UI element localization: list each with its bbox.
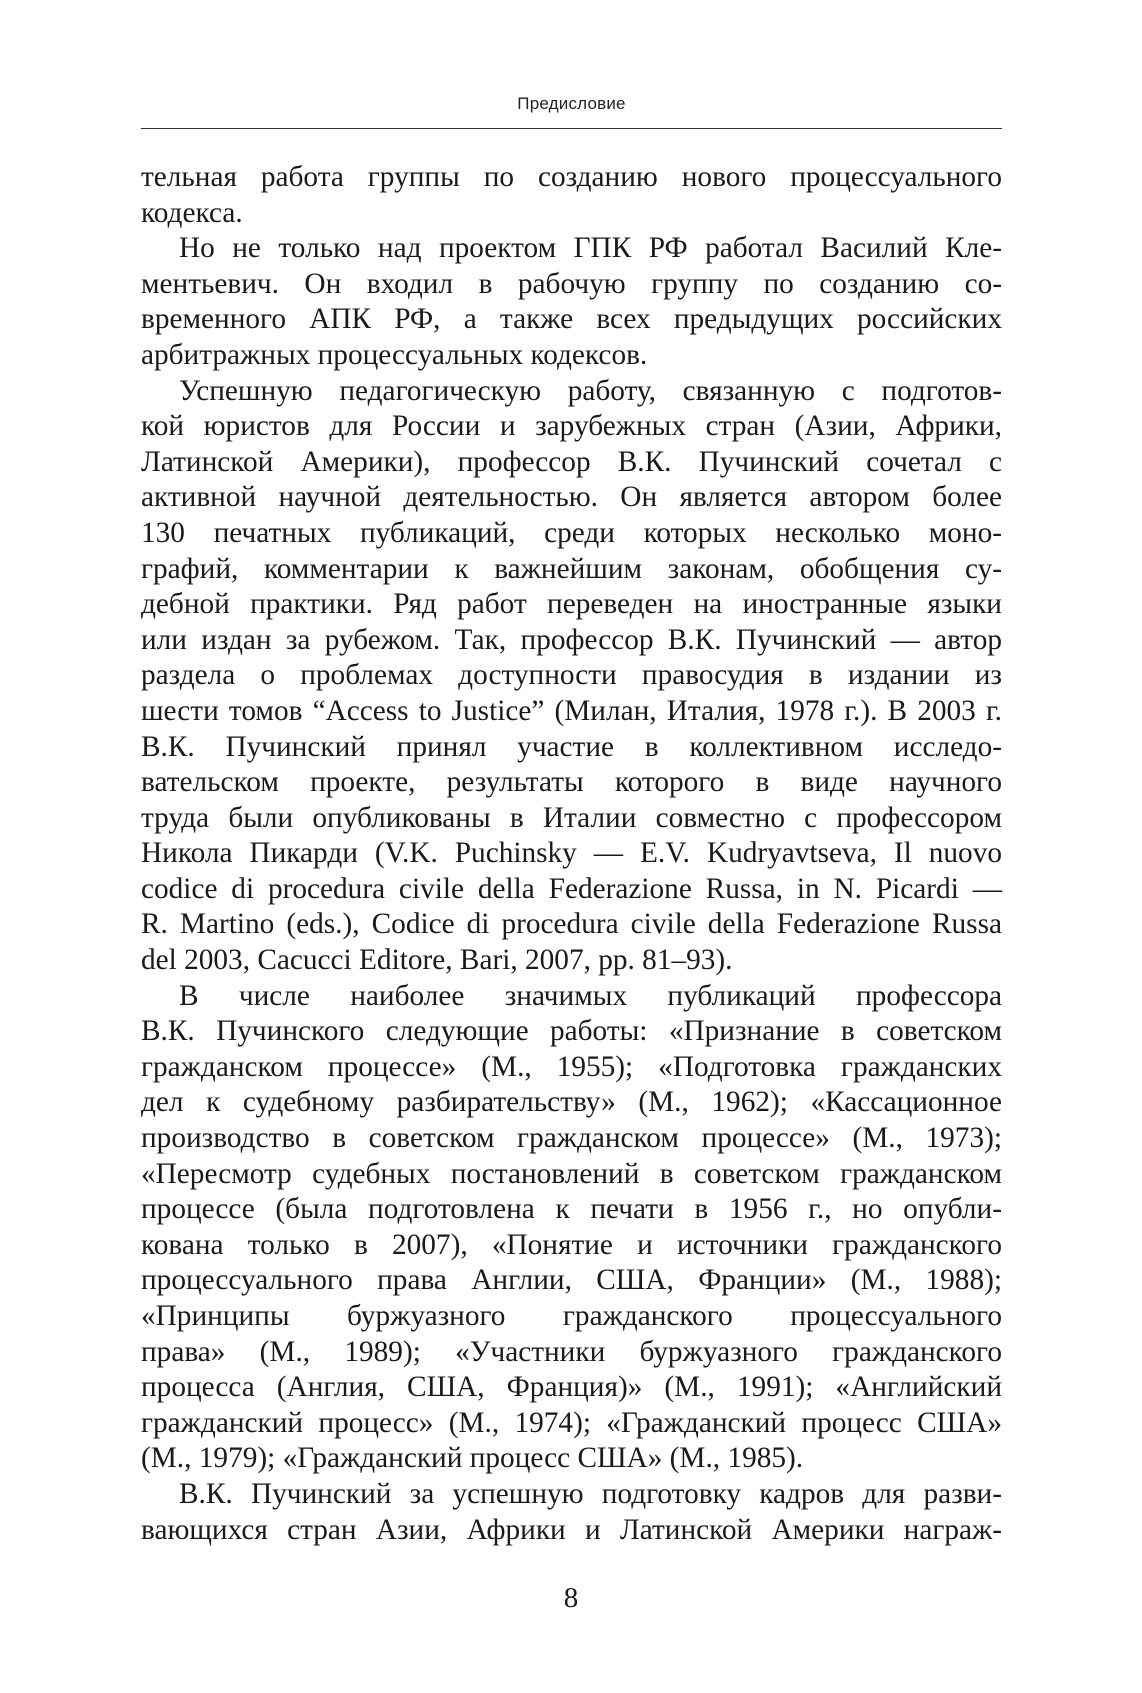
text-line: R. Martino (eds.), Codice di procedura civile della Federazione Russa [141, 908, 1002, 941]
text-line: «Пересмотр судебных постановлений в советском гражданском [141, 1157, 1002, 1190]
text-line: гражданском процессе» (М., 1955); «Подготовка гражданских [141, 1050, 1002, 1083]
text-line: «Принципы буржуазного гражданского процессуального [141, 1300, 1002, 1332]
text-line: шести томов “Access to Justice” (Милан, Италия, 1978 г.). В 2003 г. [141, 694, 1002, 727]
text-line: кована только в 2007), «Понятие и источники гражданского [141, 1228, 1002, 1261]
header-rule [141, 128, 1002, 129]
text-line: процессуального права Англии, США, Франции» (М., 1988); [141, 1264, 1002, 1297]
text-line: активной научной деятельностью. Он является автором более [141, 481, 1002, 514]
text-line: В.К. Пучинский за успешную подготовку кадров для разви- [179, 1477, 1002, 1510]
text-line: производство в советском гражданском процессе» (М., 1973); [141, 1122, 1002, 1155]
text-line: гражданский процесс» (М., 1974); «Гражданский процесс США» [141, 1406, 1002, 1439]
text-line: кой юристов для России и зарубежных стран (Азии, Африки, [141, 410, 1002, 443]
text-line: дел к судебному разбирательству» (М., 1962); «Кассационное [141, 1086, 1002, 1119]
text-line: дебной практики. Ряд работ переведен на иностранные языки [141, 588, 1002, 621]
text-line: раздела о проблемах доступности правосудия в издании из [141, 659, 1002, 692]
text-line: В.К. Пучинский принял участие в коллективном исследо- [141, 730, 1002, 763]
text-line: Латинской Америки), профессор В.К. Пучинский сочетал с [141, 445, 1002, 478]
text-line: труда были опубликованы в Италии совместно с профессором [141, 801, 1002, 834]
text-line: процесса (Англия, США, Франция)» (М., 1991); «Английский [141, 1371, 1002, 1404]
text-line: вающихся стран Азии, Африки и Латинской Америки награж- [141, 1513, 1002, 1546]
running-head: Предисловие [517, 94, 626, 113]
text-line: Никола Пикарди (V.K. Puchinsky — E.V. Kudryavtseva, Il nuovo [141, 837, 1002, 870]
text-line: codice di procedura civile della Federazione Russa, in N. Picardi — [141, 872, 1002, 905]
text-line: Но не только над проектом ГПК РФ работал Василий Кле- [179, 232, 1002, 265]
text-line: процессе (была подготовлена к печати в 1956 г., но опубли- [141, 1193, 1002, 1226]
text-line: арбитражных процессуальных кодексов. [141, 338, 648, 371]
text-line: кодекса. [141, 196, 243, 229]
text-line: В.К. Пучинского следующие работы: «Признание в советском [141, 1015, 1002, 1048]
text-line: права» (М., 1989); «Участники буржуазного гражданского [141, 1335, 1002, 1368]
text-line: (М., 1979); «Гражданский процесс США» (М., 1985). [141, 1442, 804, 1475]
text-line: 130 печатных публикаций, среди которых несколько моно- [141, 516, 1002, 549]
page-number: 8 [563, 1582, 579, 1614]
text-line: тельная работа группы по созданию нового процессуального [141, 161, 1002, 193]
text-line: графий, комментарии к важнейшим законам, обобщения су- [141, 552, 1002, 585]
text-line: вательском проекте, результаты которого в виде научного [141, 766, 1002, 799]
text-line: ментьевич. Он входил в рабочую группу по созданию со- [141, 267, 1002, 300]
text-line: или издан за рубежом. Так, профессор В.К. Пучинский — автор [141, 623, 1002, 656]
text-line: временного АПК РФ, а также всех предыдущих российских [141, 303, 1002, 336]
body-text [141, 160, 1002, 1548]
text-line: Успешную педагогическую работу, связанную с подготов- [179, 374, 1002, 407]
text-line: В числе наиболее значимых публикаций профессора [179, 979, 1002, 1012]
text-line: del 2003, Cacucci Editore, Bari, 2007, pp. 81–93). [141, 944, 733, 977]
